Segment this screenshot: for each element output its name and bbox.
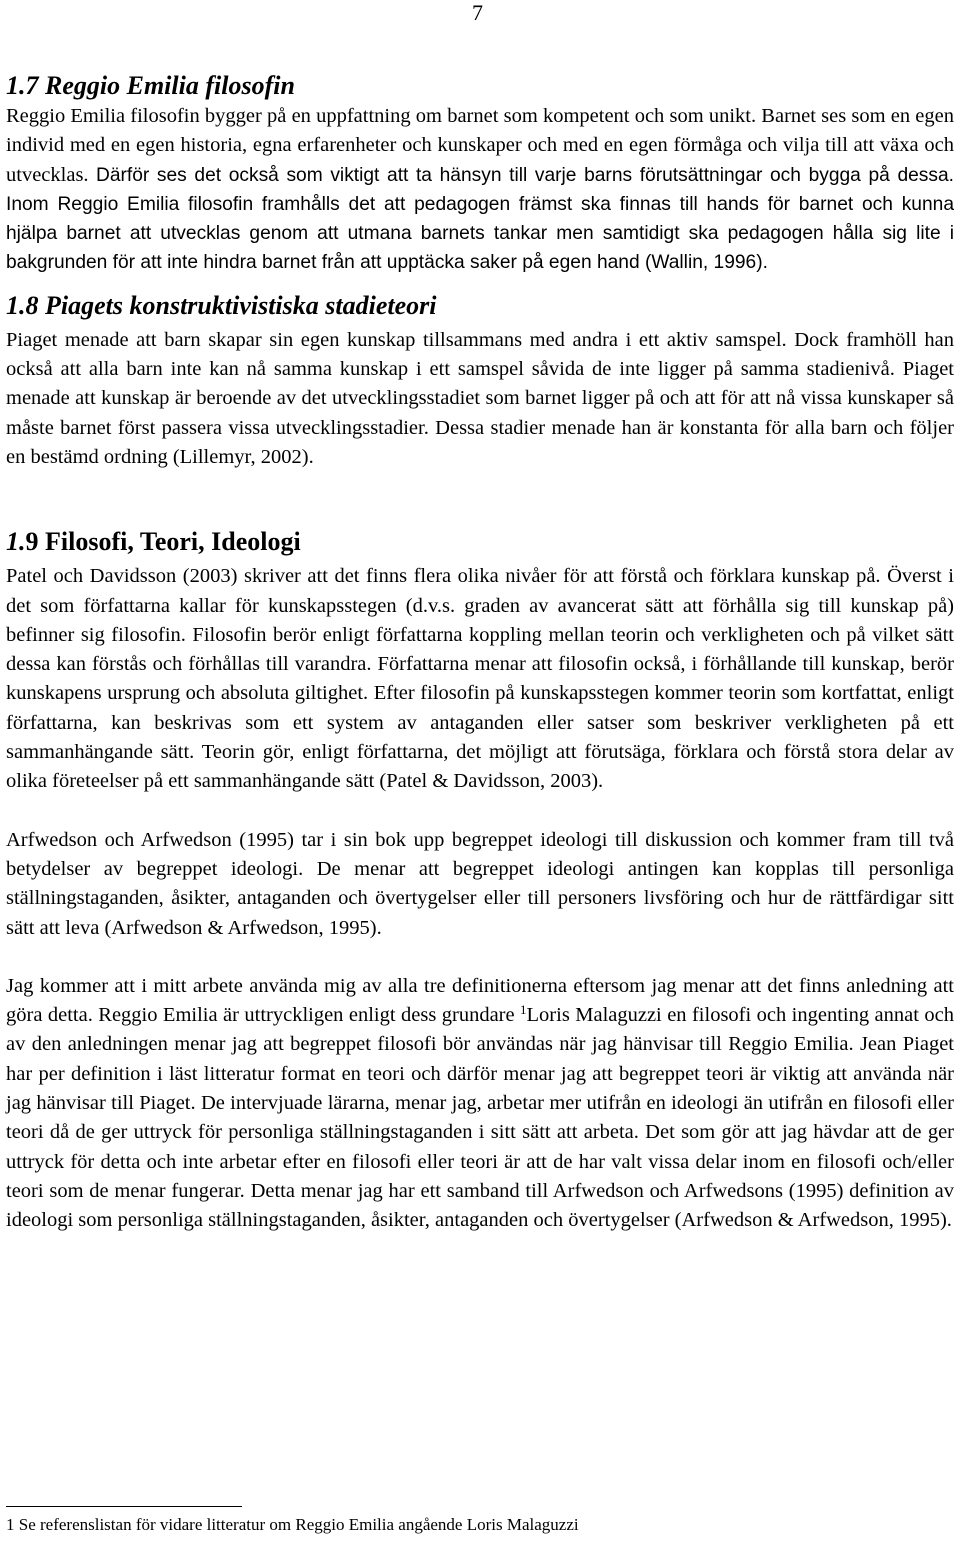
paragraph-reggio-emilia-part-c: Inom Reggio Emilia filosofin framhålls det att pedagogen främst ska finnas till hands för barnet och kunna hjälpa barnet att utvecklas genom att utmana barnets tankar men samtidigt ska pedagogen hålla sig lite i bakgrunden för att inte hindra barnet från att upptäcka saker på egen hand (Wallin, 1996). — [6, 193, 954, 274]
footnote-separator — [6, 1506, 242, 1507]
footnote-reference[interactable]: 1 — [520, 1002, 527, 1018]
paragraph-own-definitions-after: Loris Malaguzzi en filosofi och ingenting annat och av den anledningen menar jag att begreppet filosofi bör användas när jag hänvisar till Reggio Emilia. Jean Piaget har per definition i läst litteratur format en teori och därför menar jag att begreppet teori är viktig att använda när jag hänvisar till Piaget. De intervjuade lärarna, menar jag, arbetar mer utifrån en ideologi än utifrån en filosofi eller teori då de ger uttryck för personliga ställningstaganden i sitt sätt att arbeta. Det som gör att jag hävdar att de ger uttryck för detta och inte arbetar efter en filosofi eller teori är att de har valt vissa delar inom en filosofi och/eller teori som de menar fungerar. Detta menar jag har ett samband till Arfwedson och Arfwedsons (1995) definition av ideologi som personliga ställningstaganden, åsikter, antaganden och övertygelser (Arfwedson & Arfwedson, 1995). — [6, 1004, 954, 1232]
section-heading-reggio-emilia: 1.7 Reggio Emilia filosofin — [6, 71, 295, 100]
paragraph-reggio-emilia-part-a: Reggio Emilia filosofin bygger på en uppfattning om barnet som kompetent och som unikt. Barnet ses som en egen individ med en egen historia, egna erfarenheter och kunskaper och med en egen förmåga och vilja till att växa och utvecklas. — [6, 105, 954, 186]
paragraph-arfwedson: Arfwedson och Arfwedson (1995) tar i sin bok upp begreppet ideologi till diskussion och kommer fram till två betydelser av begreppet ideologi. De menar att begreppet ideologi antingen kan kopplas till personliga ställningstaganden, åsikter, antaganden och övertygelser eller till personers livsföring och hur de rättfärdigar sitt sätt att leva (Arfwedson & Arfwedson, 1995). — [6, 828, 954, 939]
page-number: 7 — [472, 0, 483, 25]
paragraph-own-definitions-before: Jag kommer att i mitt arbete använda mig av alla tre definitionerna eftersom jag menar att det finns anledning att göra detta. Reggio Emilia är uttryckligen enligt dess grundare — [6, 974, 954, 1027]
section-heading-filosofi-teori-ideologi — [6, 526, 954, 558]
paragraph-piaget: Piaget menade att barn skapar sin egen kunskap tillsammans med andra i ett aktiv samspel. Dock framhöll han också att alla barn inte kan nå samma kunskap i ett samspel såvida de inte ligger på samma stadienivå. Piaget menade att kunskap är beroende av det utvecklingsstadiet som barnet ligger på och att för att nå vissa kunskaper så måste barnet först passera vissa utvecklingsstadier. Dessa stadier menade han är konstanta för alla barn och följer en bestämd ordning (Lillemyr, 2002). — [6, 328, 954, 468]
section-heading-piaget-number: 1. — [6, 290, 26, 320]
section-heading-filosofi-number: 1. — [6, 527, 26, 557]
document-body — [6, 70, 954, 1236]
paragraph-patel-davidsson: Patel och Davidsson (2003) skriver att det finns flera olika nivåer för att förstå och förklara kunskap på. Överst i det som författarna kallar för kunskapsstegen (d.v.s. graden av avancerat sätt att förhålla sig till kunskap på) befinner sig filosofin. Filosofin berör enligt författarna koppling mellan teorin och verkligheten och på vilket sätt dessa kan förstås och förhållas till varandra. Författarna menar att filosofin också, i förhållande till kunskap, berör kunskapens ursprung och absoluta giltighet. Efter filosofin på kunskapsstegen kommer teorin som kortfattat, enligt författarna, kan beskrivas som ett system av antaganden eller satser som beskriver verkligheten på ett sammanhängande sätt. Teorin gör, enligt författarna, det möjligt att förutsäga, förklara och förstå stora delar av olika företeelser på ett sammanhängande sätt (Patel & Davidsson, 2003). — [6, 565, 954, 793]
paragraph-own-definitions — [6, 972, 954, 1236]
section-heading-filosofi-title: 9 Filosofi, Teori, Ideologi — [25, 527, 301, 557]
footnote: 1 Se referenslistan för vidare litteratur om Reggio Emilia angående Loris Malaguzzi — [6, 1515, 579, 1534]
section-heading-piaget — [6, 290, 954, 322]
paragraph-reggio-emilia — [6, 102, 954, 278]
paragraph-reggio-emilia-part-b: Därför ses det också som viktigt att ta hänsyn till varje barns förutsättningar och bygga på dessa. — [95, 164, 954, 186]
section-heading-piaget-title: 8 Piagets konstruktivistiska stadieteori — [25, 290, 437, 320]
